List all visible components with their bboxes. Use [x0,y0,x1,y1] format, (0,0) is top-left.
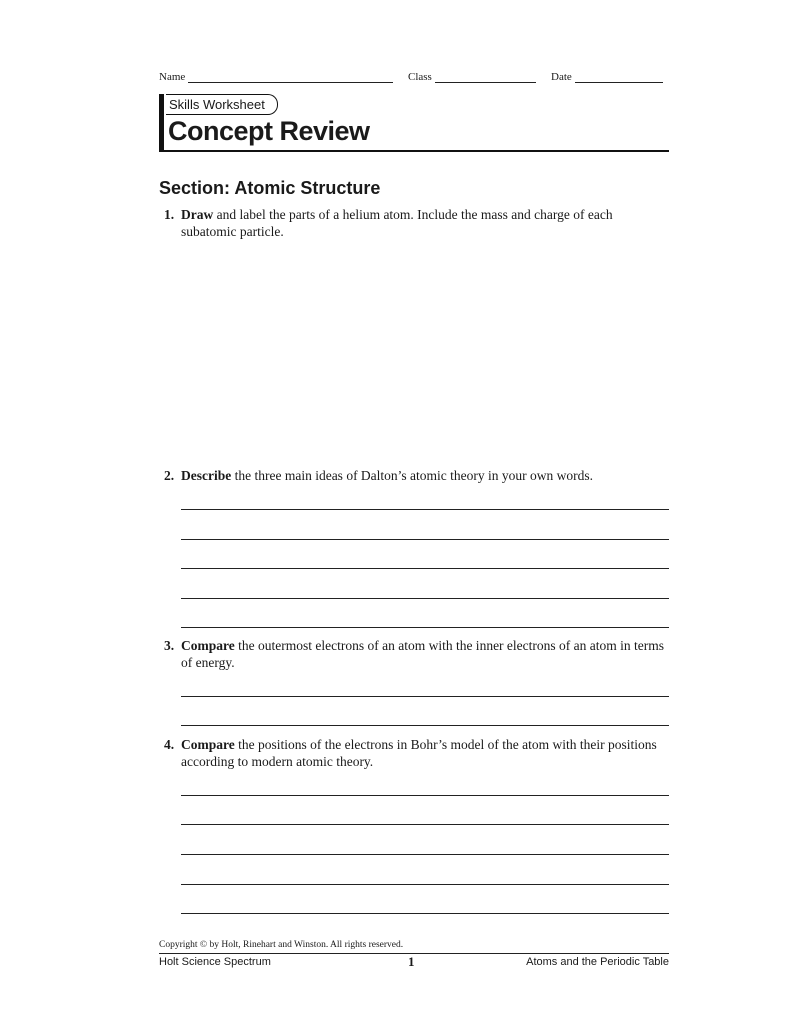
class-field [408,70,536,83]
question-text: the positions of the electrons in Bohr’s model of the atom with their positions according to modern atomic theory. [181,737,657,769]
page-title: Concept Review [168,116,370,146]
answer-line[interactable] [181,627,669,628]
worksheet-type-tag: Skills Worksheet [166,94,278,115]
name-field [159,70,393,83]
student-info-fields [159,70,669,86]
page-number: 1 [408,954,415,969]
answer-line[interactable] [181,884,669,885]
answer-line[interactable] [181,509,669,510]
answer-line[interactable] [181,696,669,697]
question-text: the outermost electrons of an atom with the inner electrons of an atom in terms of energy. [181,638,665,670]
answer-line[interactable] [181,913,669,914]
class-blank[interactable] [435,70,536,83]
question-number: 4. [164,737,175,752]
class-label: Class [408,71,432,83]
footer-chapter: Atoms and the Periodic Table [526,956,669,968]
question-number: 3. [164,638,175,653]
drawing-area[interactable] [181,250,669,450]
date-label: Date [551,71,572,83]
answer-line[interactable] [181,795,669,796]
date-field [551,70,663,83]
answer-line[interactable] [181,598,669,599]
question-4 [164,736,669,770]
date-blank[interactable] [575,70,663,83]
question-verb: Describe [181,468,232,483]
question-verb: Compare [181,737,235,752]
question-verb: Compare [181,638,235,653]
title-accent-bar [159,94,164,151]
answer-line[interactable] [181,854,669,855]
answer-line[interactable] [181,824,669,825]
footer-publisher: Holt Science Spectrum [159,956,271,968]
title-divider [159,150,669,152]
question-text: the three main ideas of Dalton’s atomic theory in your own words. [231,468,594,483]
answer-line[interactable] [181,725,669,726]
name-blank[interactable] [188,70,393,83]
answer-line[interactable] [181,539,669,540]
copyright-notice: Copyright © by Holt, Rinehart and Winston. All rights reserved. [159,940,404,950]
question-number: 1. [164,207,175,222]
question-number: 2. [164,468,175,483]
question-2 [164,467,669,484]
section-heading: Section: Atomic Structure [159,178,381,198]
name-label: Name [159,71,186,83]
answer-line[interactable] [181,568,669,569]
question-1 [164,206,669,240]
question-3 [164,637,669,671]
question-verb: Draw [181,207,214,222]
question-text: and label the parts of a helium atom. Include the mass and charge of each subatomic particle. [181,207,613,239]
